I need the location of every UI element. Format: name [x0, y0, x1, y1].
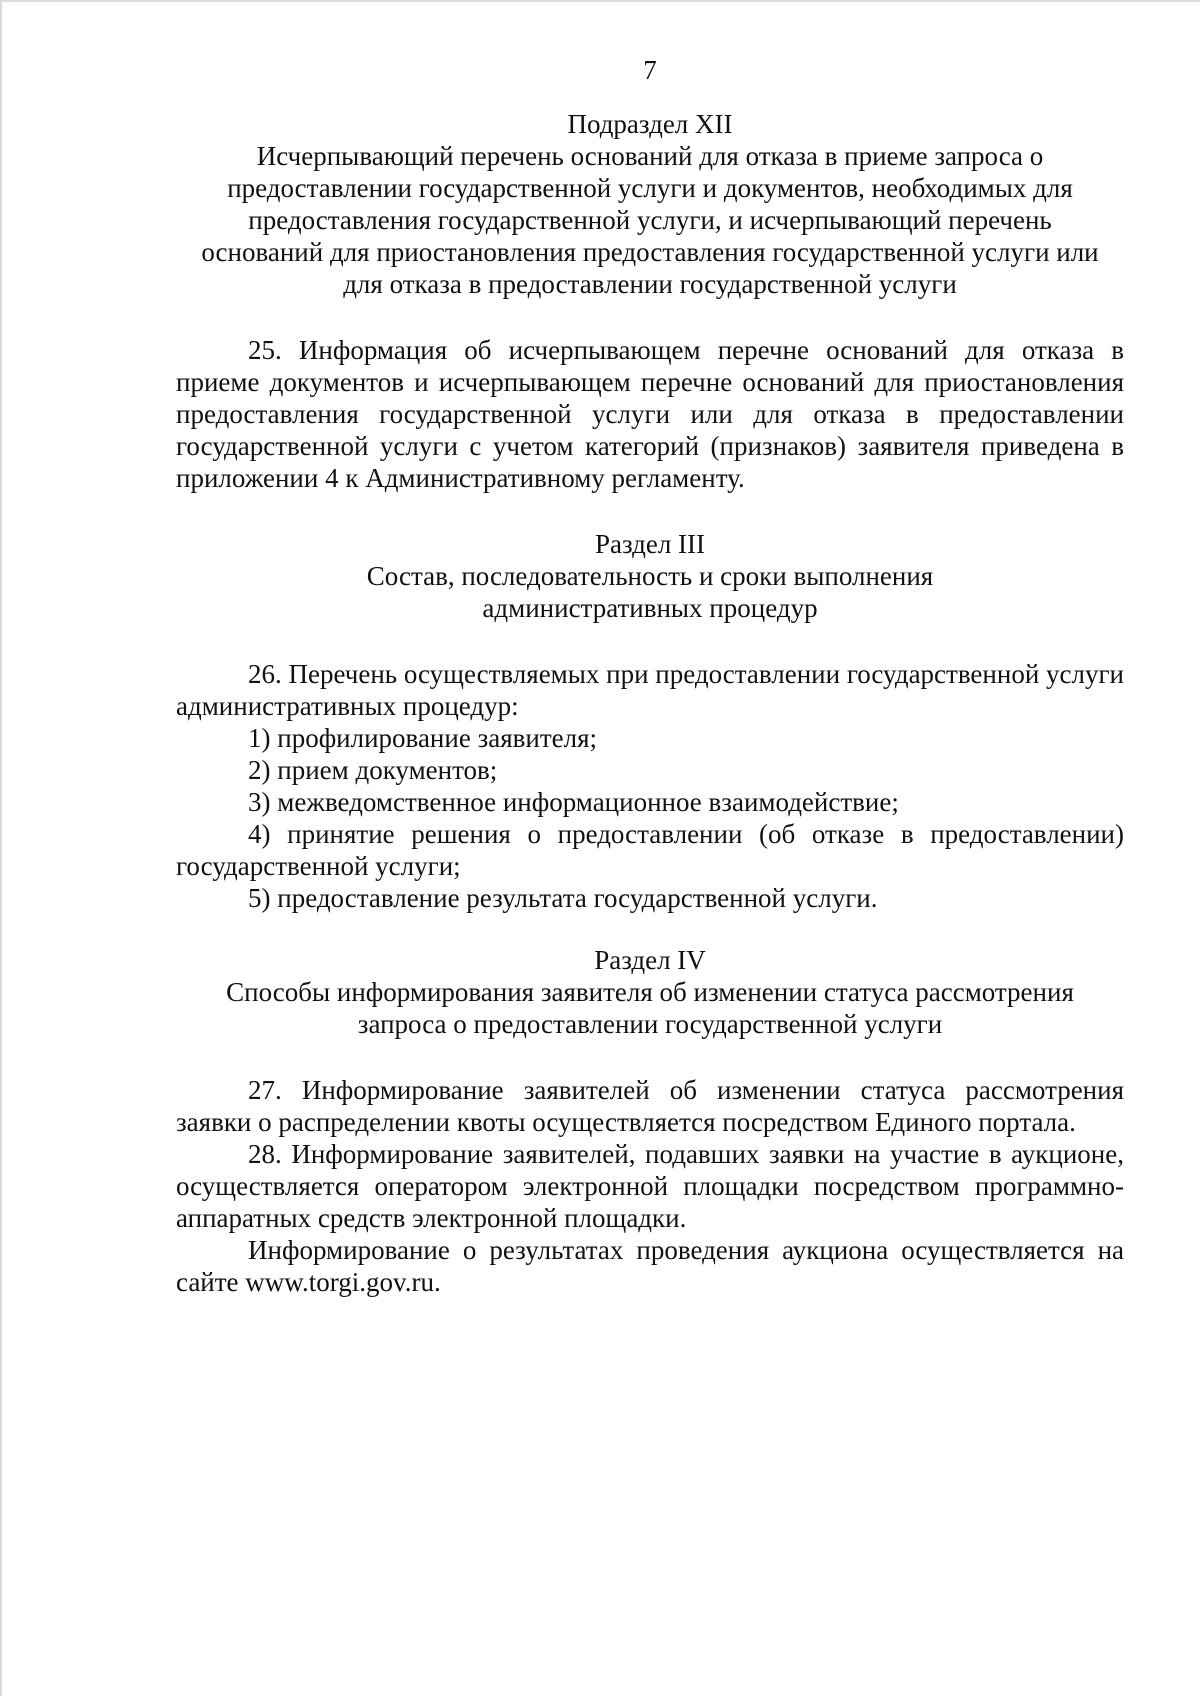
- section-iii-title-line: Состав, последовательность и сроки выполнения: [366, 561, 934, 591]
- section-iii-label: Раздел III: [594, 529, 706, 559]
- page-content: [176, 54, 1124, 1298]
- subsection-xii-title-line: для отказа в предоставлении государственной услуги: [343, 269, 957, 299]
- scan-edge-left: [0, 0, 2, 1696]
- procedure-list-item: 3) межведомственное информационное взаимодействие;: [248, 787, 899, 817]
- scan-edge-top: [0, 0, 1200, 2]
- subsection-xii-title-line: предоставлении государственной услуги и документов, необходимых для: [227, 173, 1073, 203]
- procedure-list-item: 4) принятие решения о предоставлении (об отказе в предоставлении) государственной услуги;: [176, 819, 1124, 881]
- paragraph-28: 28. Информирование заявителей, подавших заявки на участие в аукционе, осуществляется оператором электронной площадки посредством программно-аппаратных средств электронной площадки.: [176, 1139, 1124, 1233]
- section-iii-title-line: административных процедур: [482, 593, 818, 623]
- section-iv-title-line: запроса о предоставлении государственной услуги: [357, 1009, 943, 1039]
- subsection-xii-title-line: Исчерпывающий перечень оснований для отказа в приеме запроса о: [256, 141, 1044, 171]
- paragraph-27: 27. Информирование заявителей об изменении статуса рассмотрения заявки о распределении квоты осуществляется посредством Единого портала.: [176, 1075, 1124, 1137]
- procedure-list-item: 2) прием документов;: [248, 755, 498, 785]
- subsection-xii-label: Подраздел XII: [567, 109, 733, 139]
- procedure-list-item: 5) предоставление результата государственной услуги.: [248, 883, 878, 913]
- section-iv-title-line: Способы информирования заявителя об изменении статуса рассмотрения: [226, 977, 1074, 1007]
- section-iv-label: Раздел IV: [594, 945, 706, 975]
- procedure-list-item: 1) профилирование заявителя;: [248, 723, 598, 753]
- page-number: 7: [643, 55, 657, 85]
- subsection-xii-title-line: предоставления государственной услуги, и исчерпывающий перечень: [248, 205, 1052, 235]
- paragraph-results: Информирование о результатах проведения аукциона осуществляется на сайте www.torgi.gov.ru.: [176, 1235, 1124, 1297]
- paragraph-26: 26. Перечень осуществляемых при предоставлении государственной услуги административных процедур:: [176, 659, 1124, 721]
- subsection-xii-title-line: оснований для приостановления предоставления государственной услуги или: [201, 237, 1099, 267]
- paragraph-25: 25. Информация об исчерпывающем перечне оснований для отказа в приеме документов и исчерпывающем перечне оснований для приостановления предоставления государственной услуги или для отказа в предоставлении государственной услуги с учетом категорий (признаков) заявителя приведена в приложении 4 к Административному регламенту.: [176, 335, 1124, 493]
